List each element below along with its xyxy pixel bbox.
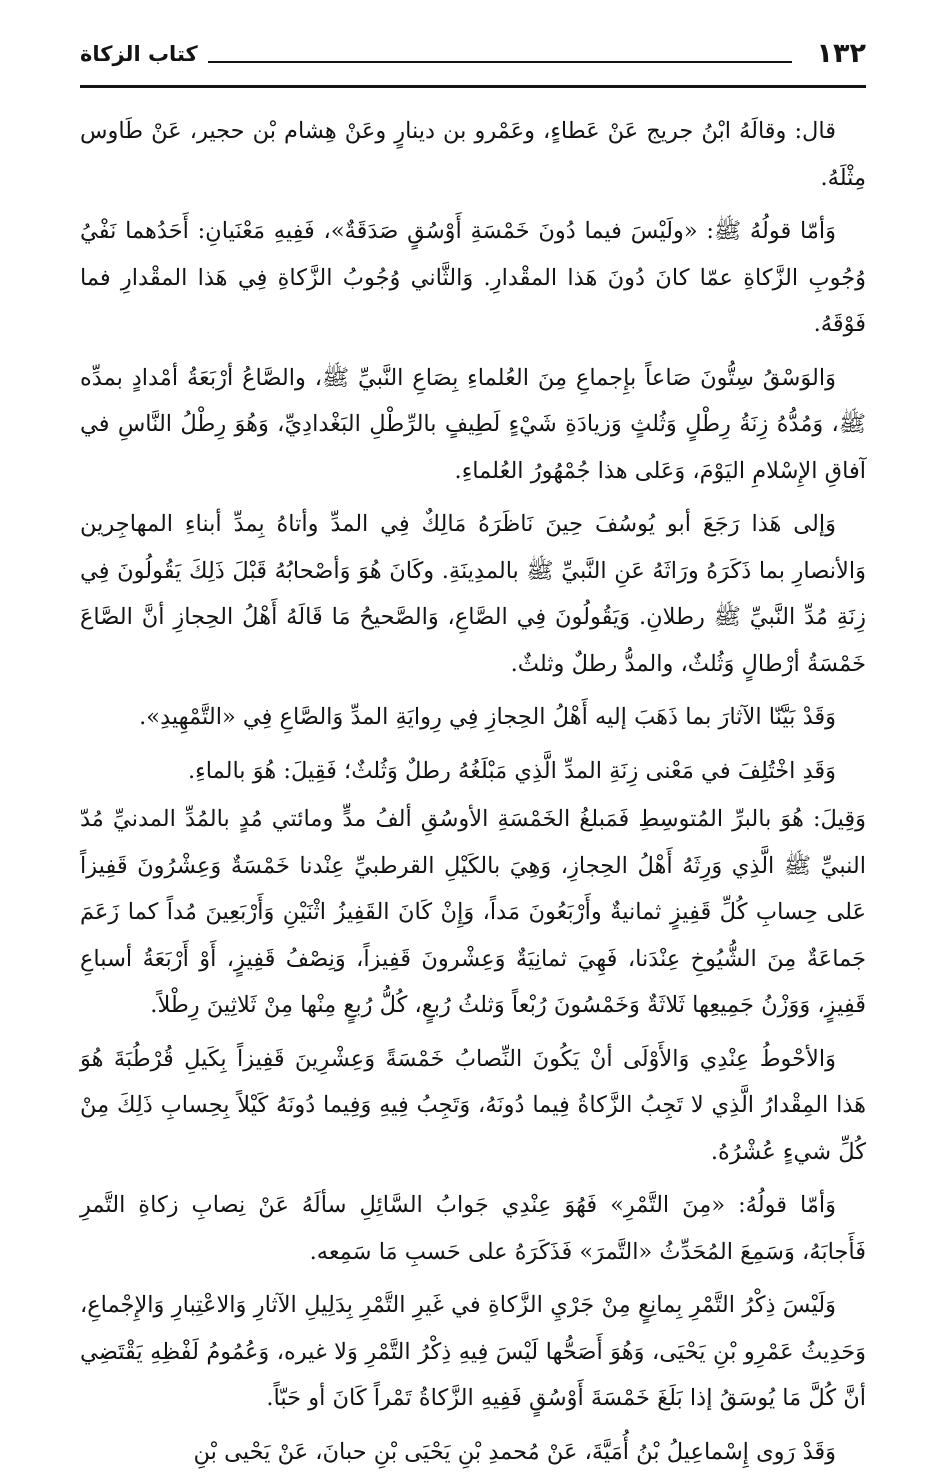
paragraph: وَقَدِ اخْتُلِفَ في مَعْنى زِنَةِ المدِّ الَّذِي مَبْلَغُهُ رطلٌ وَثُلثٌ؛ فَقِيلَ: هُوَ بالماءِ. bbox=[188, 757, 836, 784]
paragraph: وَلَيْسَ ذِكْرُ التَّمْرِ بِمانِعٍ مِنْ جَرْيِ الزَّكاةِ في غَيرِ التَّمْرِ بِدَلِيلِ الآثارِ وَالاعْتِبارِ وَالإِجْماعِ، وَحَدِيثُ عَمْرِو بْنِ يَحْيَى، وَهُوَ أَصَحُّها لَيْسَ فِيهِ ذِكْرُ التَّمْرِ وَلا غيره، وَعُمُومُ لَفْظِهِ يَقْتَضِي أنَّ كُلَّ مَا يُوسَقُ إذا بَلَغَ خَمْسَةَ أَوْسُقٍ فَفِيهِ الزَّكاةُ تَمْراً كَانَ أو حَبّاً. bbox=[80, 1292, 866, 1411]
paragraph: وَأمّا قولُهُ: «مِنَ التَّمْرِ» فَهُوَ عِنْدِي جَوابُ السَّائِلِ سألَهُ عَنْ نِصابِ زكاةِ التَّمرِ فَأَجابَهُ، وَسَمِعَ المُحَدِّثُ «التَّمرَ» فَذَكَرَهُ على حَسبِ مَا سَمِعه. bbox=[80, 1192, 866, 1265]
paragraph: وَالأحْوطُ عِنْدِي وَالأَوْلَى أنْ يَكُونَ النِّصابُ خَمْسَةً وَعِشْرِينَ قَفِيزاً بِكَيلِ قُرْطُبَةَ هُوَ هَذا المِقْدارُ الَّذِي لا تَجِبُ الزَّكاةُ فِيما دُونَهُ، وَتَجِبُ فِيهِ وَفِيما دُونَهُ كَيْلاً بِحِسابِ ذَلِكَ مِنْ كُلِّ شيءٍ عُشْرُهُ. bbox=[80, 1045, 866, 1165]
page-body bbox=[80, 108, 866, 1482]
paragraph: وَقَدْ رَوى إِسْماعِيلُ بْنُ أُمَيَّةَ، عَنْ مُحمدِ بْنِ يَحْيَى بْنِ حبانَ، عَنْ يَحْيى بْنِ bbox=[193, 1438, 836, 1465]
paragraph: وَقَدْ بَيَّنّا الآثارَ بما ذَهَبَ إليه أَهْلُ الحِجازِ فِي رِوايَةِ المدِّ وَالصَّاعِ فِي «التَّمْهِيدِ». bbox=[139, 704, 836, 730]
page-number: ١٣٢ bbox=[816, 38, 866, 69]
header-rule bbox=[80, 85, 866, 88]
paragraph: وَالوَسْقُ سِتُّونَ صَاعاً بإِجماعِ مِنَ العُلماءِ بِصَاعِ النَّبيِّ ﷺ، والصَّاعُ أرْبَعَةُ أمْدادٍ بمدِّه ﷺ، وَمُدُّهُ زِنَةُ رِطْلٍ وَثُلثٍ وَزيادَةِ شَيْءٍ لَطِيفٍ بالرِّطْلِ البَغْدادِيِّ، وَهُوَ رِطْلُ النَّاسِ في آفاقِ الإِسْلامِ اليَوْمَ، وَعَلى هذا جُمْهُورُ العُلماءِ. bbox=[80, 364, 866, 484]
paragraph: وَأمّا قولُهُ ﷺ: «ولَيْسَ فيما دُونَ خَمْسَةِ أَوْسُقٍ صَدَقَةٌ»، فَفِيهِ مَعْنَيانِ: أَحَدُهما نَفْيُ وُجُوبِ الزَّكاةِ عمّا كانَ دُونَ هَذا المقْدارِ. وَالثَّاني وُجُوبُ الزَّكاةِ فِي هَذا المقْدارِ فما فَوْقَهُ. bbox=[80, 218, 866, 337]
paragraph: قال: وقالَهُ ابْنُ جريج عَنْ عَطاءٍ، وعَمْرو بن دينارٍ وعَنْ هِشام بْن حجير، عَنْ طَاوس مِثْلَهُ. bbox=[80, 118, 866, 191]
paragraph: وَقِيلَ: هُوَ بالبرِّ المُتوسِطِ فَمَبلغُ الخَمْسَةِ الأوسُقِ ألفُ مدٍّ ومائتي مُدٍ بالمُدِّ المدنيِّ مُدّ النبيِّ ﷺ الَّذِي وَرِثَهُ أَهْلُ الحِجازِ، وَهِيَ بالكَيْلِ القرطبيِّ عِنْدنا خَمْسَةٌ وَعِشْرُونَ قَفِيزاً عَلى حِسابِ كُلِّ قَفِيزٍ ثمانيةٌ وأَرْبَعُونَ مَداً، وَإِنْ كَانَ القَفِيزُ اثْنَيْنِ وَأَرْبَعِينَ مُداً كما زَعَمَ جَماعَةٌ مِنَ الشُّيُوخِ عِنْدَنا، فَهِيَ ثمانِيَةٌ وَعِشْرونَ قَفِيزاً، وَنِصْفُ قَفِيزٍ، أَوْ أَرْبَعَةُ أسباعِ قَفِيزٍ، وَوَزْنُ جَمِيعِها ثَلاثَةٌ وَخَمْسُونَ رُبْعاً وَثلثُ رُبعٍ، كُلُّ رُبعٍ مِنْها مِنْ ثَلاثِينَ رِطْلاً. bbox=[80, 806, 866, 1018]
paragraph: وَإلى هَذا رَجَعَ أبو يُوسُفَ حِينَ نَاظَرَهُ مَالِكٌ فِي المدِّ وأتاهُ بِمدِّ أبناءِ المهاجِرين وَالأنصارِ بما ذَكَرَهُ ورَاثَهُ عَنِ النَّبيِّ ﷺ بالمدِينَةِ. وكَانَ هُوَ وَأصْحابُهُ قَبْلَ ذَلِكَ يَقُولُونَ فِي زِنَةِ مُدِّ النَّبيِّ ﷺ رطلانِ. وَيَقُولُونَ فِي الصَّاعِ، وَالصَّحيحُ مَا قَالَهُ أَهْلُ الحِجازِ أنَّ الصَّاعَ خَمْسَةُ أرْطالٍ وَثُلثٌ، والمدُّ رطلٌ وثلثٌ. bbox=[80, 511, 866, 677]
book-title: كتاب الزكاة bbox=[80, 42, 198, 66]
page-header bbox=[80, 38, 866, 92]
header-divider bbox=[208, 61, 792, 63]
